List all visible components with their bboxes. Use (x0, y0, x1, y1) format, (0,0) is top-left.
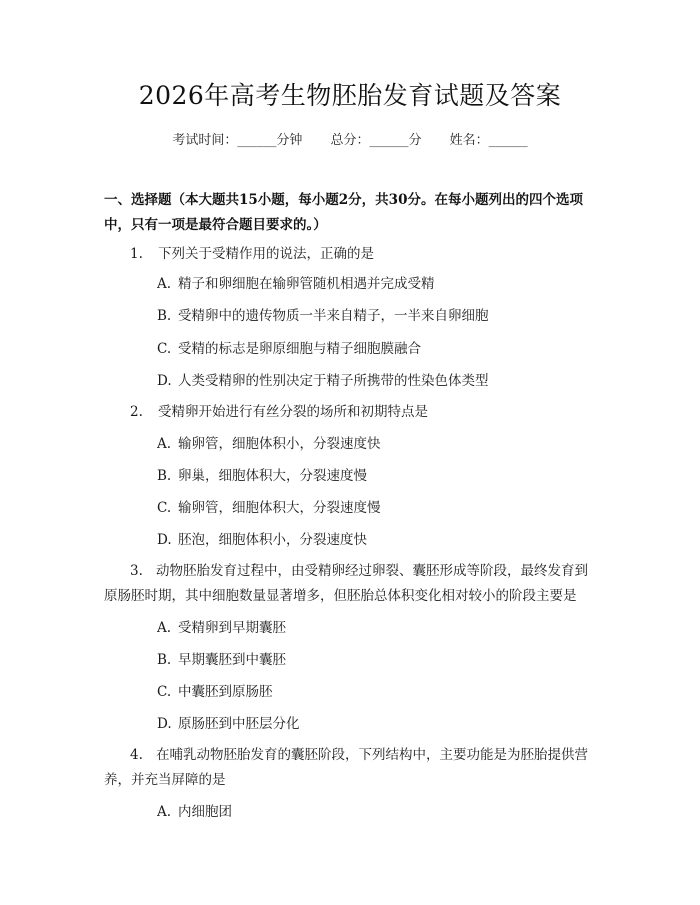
option-text: 内细胞团 (178, 804, 232, 820)
question-text: 在哺乳动物胚胎发育的囊胚阶段，下列结构中，主要功能是为胚胎提供营养，并充当屏障的是 (104, 747, 588, 788)
option-3d (157, 713, 300, 735)
option-text: 输卵管，细胞体积大，分裂速度慢 (178, 500, 381, 516)
option-3b (157, 649, 286, 671)
question-3 (104, 559, 600, 609)
option-text: 中囊胚到原肠胚 (178, 684, 273, 700)
exam-time-field: 考试时间：______分钟 (172, 133, 303, 148)
option-text: 原肠胚到中胚层分化 (178, 716, 300, 732)
option-letter: D. (157, 716, 172, 732)
option-letter: B. (157, 468, 172, 484)
question-4 (104, 743, 600, 793)
option-text: 卵巢，细胞体积大，分裂速度慢 (178, 468, 367, 484)
option-1d (157, 370, 489, 392)
option-text: 早期囊胚到中囊胚 (178, 652, 286, 668)
question-text: 受精卵开始进行有丝分裂的场所和初期特点是 (158, 404, 428, 420)
option-4a (157, 801, 232, 823)
page-title: 2026年高考生物胚胎发育试题及答案 (138, 81, 562, 110)
option-letter: B. (157, 652, 172, 668)
option-letter: B. (157, 308, 172, 324)
option-2a (157, 433, 381, 455)
option-letter: A. (157, 804, 172, 820)
name-field: 姓名：______ (449, 133, 528, 148)
option-text: 受精卵中的遗传物质一半来自精子，一半来自卵细胞 (178, 308, 489, 324)
option-letter: C. (157, 341, 172, 357)
question-number: 2. (130, 404, 143, 420)
option-letter: A. (157, 276, 172, 292)
question-text: 下列关于受精作用的说法，正确的是 (158, 246, 374, 262)
option-1a (157, 273, 435, 295)
option-text: 胚泡，细胞体积小，分裂速度快 (178, 532, 367, 548)
option-1b (157, 305, 489, 327)
option-letter: C. (157, 684, 172, 700)
option-2d (157, 529, 367, 551)
option-text: 精子和卵细胞在输卵管随机相遇并完成受精 (178, 276, 435, 292)
option-letter: C. (157, 500, 172, 516)
question-number: 4. (130, 747, 143, 763)
option-letter: D. (157, 373, 172, 389)
option-2c (157, 497, 381, 519)
option-3a (157, 617, 286, 639)
option-text: 受精卵到早期囊胚 (178, 620, 286, 636)
option-text: 输卵管，细胞体积小，分裂速度快 (178, 436, 381, 452)
question-number: 1. (130, 246, 143, 262)
option-2b (157, 465, 367, 487)
question-text: 动物胚胎发育过程中，由受精卵经过卵裂、囊胚形成等阶段，最终发育到原肠胚时期，其中细胞数量显著增多，但胚胎总体积变化相对较小的阶段主要是 (104, 563, 588, 604)
option-letter: D. (157, 532, 172, 548)
question-2 (130, 401, 428, 423)
section-heading: 一、选择题（本大题共15小题，每小题2分，共30分。在每小题列出的四个选项中，只有一项是最符合题目要求的。） (104, 192, 583, 233)
option-letter: A. (157, 620, 172, 636)
exam-info-line (0, 130, 700, 152)
option-text: 受精的标志是卵原细胞与精子细胞膜融合 (178, 341, 421, 357)
option-1c (157, 338, 421, 360)
option-letter: A. (157, 436, 172, 452)
option-3c (157, 681, 273, 703)
question-number: 3. (130, 563, 143, 579)
option-text: 人类受精卵的性别决定于精子所携带的性染色体类型 (178, 373, 489, 389)
question-1 (130, 243, 374, 265)
total-score-field: 总分：______分 (330, 133, 422, 148)
